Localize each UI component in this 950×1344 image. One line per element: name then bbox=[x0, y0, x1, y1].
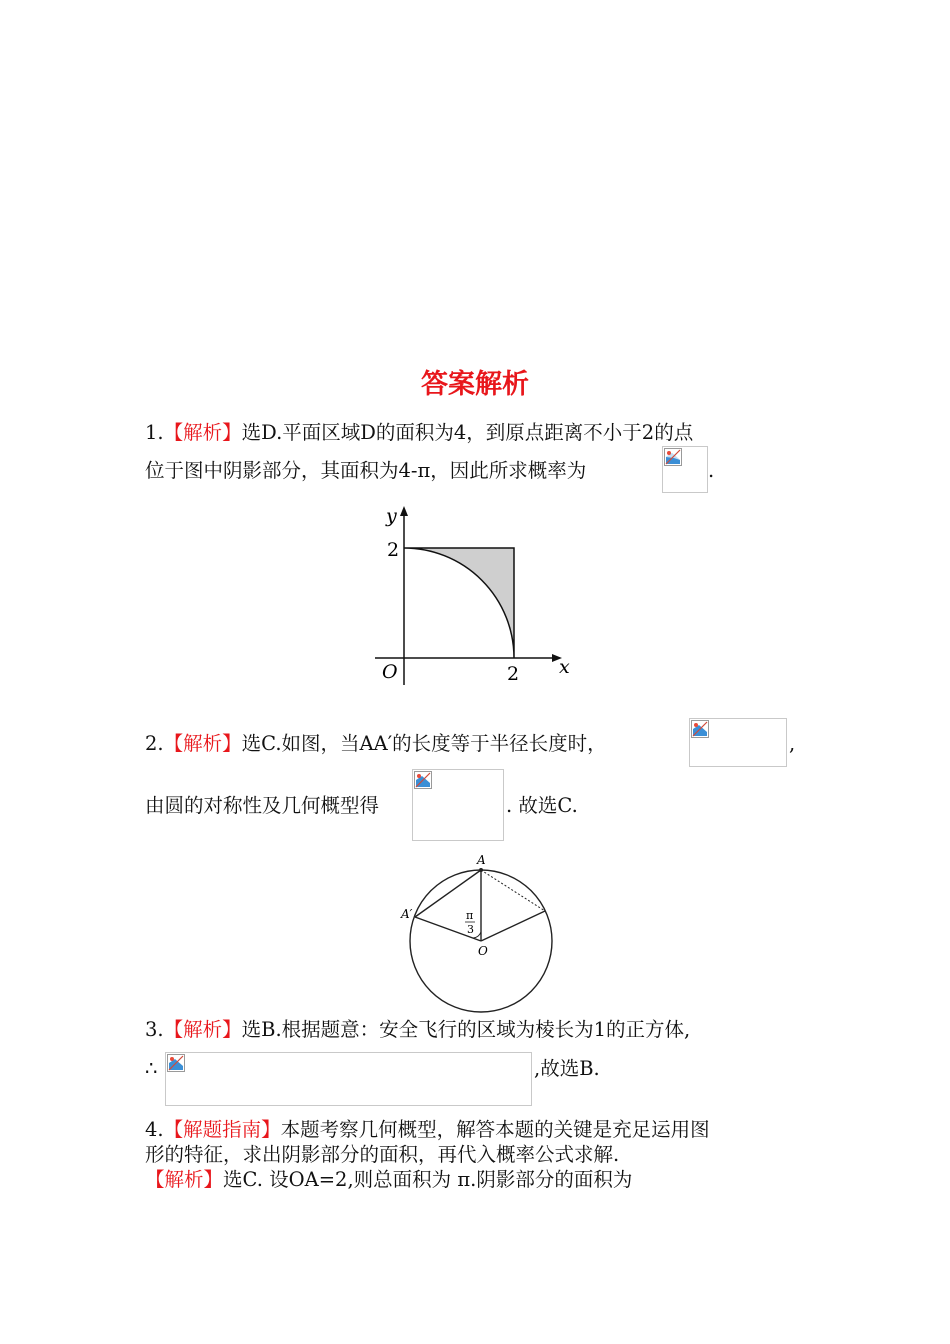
q1-line1 bbox=[145, 421, 693, 445]
q4-tag2: 【解析】 bbox=[145, 1168, 224, 1191]
point-a bbox=[479, 868, 483, 872]
q3-line2-start: ∴ bbox=[145, 1057, 158, 1080]
shaded-region bbox=[404, 548, 514, 658]
q4-text3: 选C. 设OA=2,则总面积为 π.阴影部分的面积为 bbox=[223, 1168, 633, 1191]
q3-number: 3. bbox=[145, 1018, 164, 1041]
q3-line2-end: ,故选B. bbox=[534, 1057, 600, 1080]
broken-image-icon bbox=[414, 771, 432, 789]
q3-text1: 选B.根据题意：安全飞行的区域为棱长为1的正方体, bbox=[241, 1018, 691, 1041]
q2-line1-end: , bbox=[789, 732, 796, 755]
q1-line2 bbox=[145, 459, 586, 483]
q2-line2-end: . 故选C. bbox=[506, 794, 578, 817]
y-label: y bbox=[386, 505, 397, 527]
angle-arc bbox=[473, 932, 481, 938]
q1-text2: 位于图中阴影部分，其面积为4-π，因此所求概率为 bbox=[145, 459, 587, 482]
broken-image-icon bbox=[691, 720, 709, 738]
q2-text1: 选C.如图，当AA′的长度等于半径长度时， bbox=[241, 732, 607, 755]
q4-text1: 本题考察几何概型，解答本题的关键是充足运用图 bbox=[280, 1118, 710, 1141]
label-a-prime: A′ bbox=[401, 907, 413, 921]
q1-tag: 【解析】 bbox=[163, 421, 242, 444]
y-tick-label: 2 bbox=[387, 539, 400, 561]
angle-denominator: 3 bbox=[467, 923, 474, 936]
chord-dotted bbox=[481, 870, 545, 911]
q4-tag: 【解题指南】 bbox=[163, 1118, 281, 1141]
q3-line1 bbox=[145, 1018, 690, 1042]
radius-right bbox=[481, 911, 545, 941]
q4-line2: 形的特征，求出阴影部分的面积，再代入概率公式求解. bbox=[145, 1143, 620, 1166]
q1-text1: 选D.平面区域D的面积为4，到原点距离不小于2的点 bbox=[241, 421, 694, 444]
figure-2-circle bbox=[395, 850, 565, 1020]
q2-tag: 【解析】 bbox=[163, 732, 242, 755]
x-label: x bbox=[559, 656, 570, 678]
label-o: O bbox=[478, 944, 488, 958]
q3-formula-image bbox=[165, 1052, 532, 1106]
q4-line1 bbox=[145, 1118, 710, 1142]
q2-formula-image-2 bbox=[412, 769, 504, 841]
figure-1-quarter-circle bbox=[360, 500, 590, 695]
q2-text2: 由圆的对称性及几何概型得 bbox=[145, 794, 380, 817]
q2-line2 bbox=[145, 794, 379, 818]
q4-number: 4. bbox=[145, 1118, 164, 1141]
label-a: A bbox=[477, 853, 486, 867]
broken-image-icon bbox=[167, 1054, 185, 1072]
broken-image-icon bbox=[664, 448, 682, 466]
origin-label: O bbox=[382, 661, 398, 683]
q2-formula-image-1 bbox=[689, 718, 787, 767]
page-title: 答案解析 bbox=[421, 369, 529, 400]
y-axis-arrow-icon bbox=[400, 506, 408, 516]
q3-tag: 【解析】 bbox=[163, 1018, 242, 1041]
q4-line3 bbox=[145, 1168, 632, 1192]
angle-numerator: π bbox=[466, 909, 474, 922]
x-tick-label: 2 bbox=[507, 663, 520, 685]
q1-formula-image bbox=[662, 446, 708, 493]
q1-number: 1. bbox=[145, 421, 164, 444]
q2-line1 bbox=[145, 732, 607, 756]
q1-end: . bbox=[708, 459, 715, 482]
q2-number: 2. bbox=[145, 732, 164, 755]
